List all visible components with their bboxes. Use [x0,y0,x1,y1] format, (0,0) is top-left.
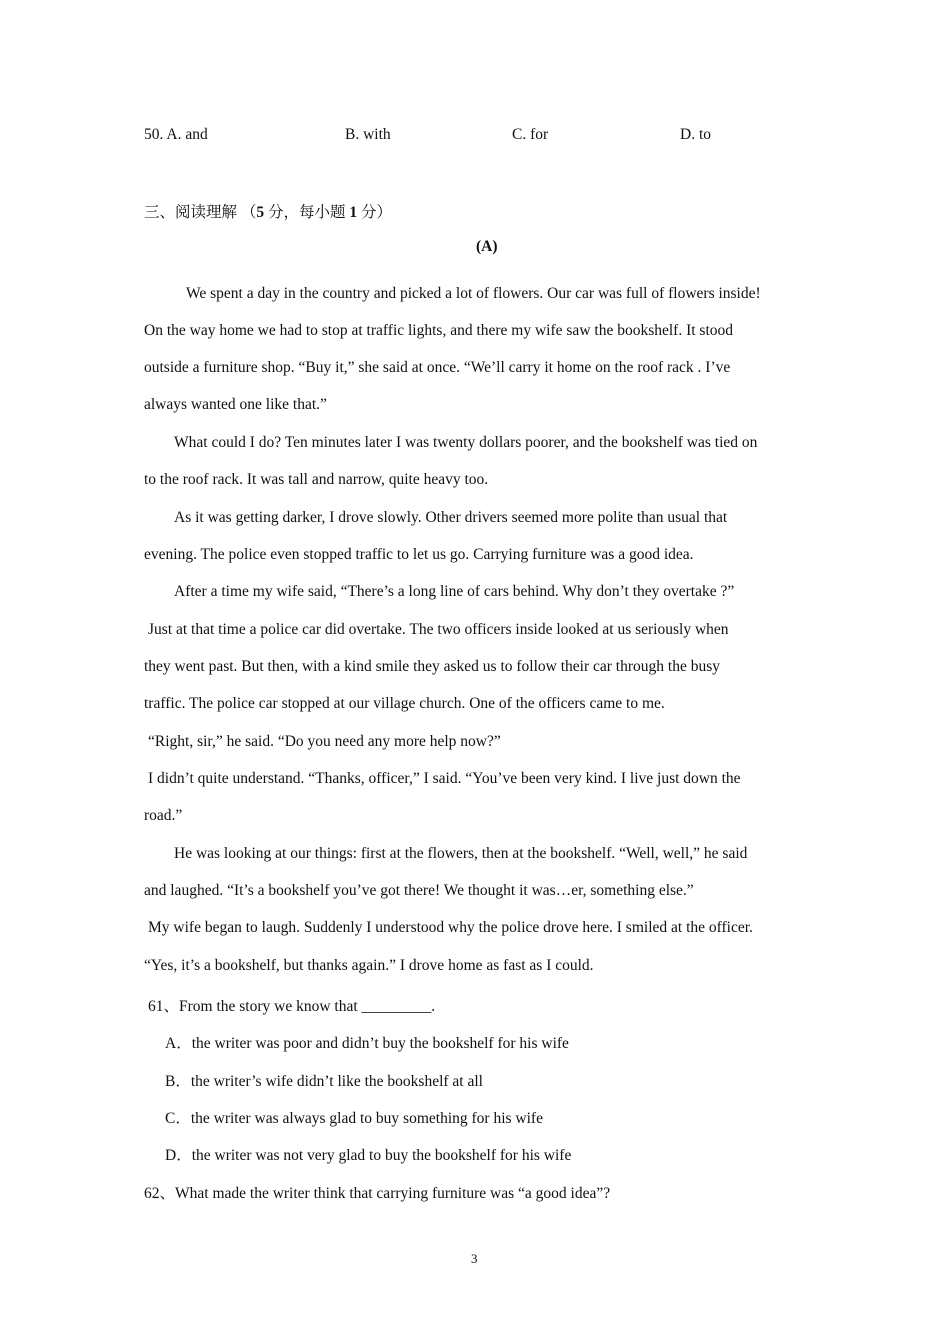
passage-line: “Yes, it’s a bookshelf, but thanks again.” I drove home as fast as I could. [144,957,594,974]
passage-line: I didn’t quite understand. “Thanks, officer,” I said. “You’ve been very kind. I live just down the [148,770,741,787]
q50-option-c: C. for [512,126,549,143]
passage-line: road.” [144,807,183,824]
passage-line: traffic. The police car stopped at our village church. One of the officers came to me. [144,695,665,712]
passage-line: and laughed. “It’s a bookshelf you’ve got there! We thought it was…er, something else.” [144,882,694,899]
q61-option-a: A．the writer was poor and didn’t buy the bookshelf for his wife [165,1035,569,1052]
passage-line: After a time my wife said, “There’s a long line of cars behind. Why don’t they overtake ?” [174,583,735,600]
q50-option-b: B. with [345,126,391,143]
q50-option-a: 50. A. and [144,126,208,143]
section-prefix: 三、阅读理解 （ [144,204,257,221]
page-number: 3 [471,1251,478,1266]
section-suffix: 分） [357,204,393,221]
section-each-score: 1 [349,204,358,221]
section-heading [144,200,392,222]
section-mid: 分，每小题 [264,204,350,221]
q62-stem: 62、What made the writer think that carrying furniture was “a good idea”? [144,1185,611,1202]
passage-line: We spent a day in the country and picked a lot of flowers. Our car was full of flowers inside! [186,285,761,302]
passage-line: What could I do? Ten minutes later I was twenty dollars poorer, and the bookshelf was tied on [174,434,758,451]
passage-line: On the way home we had to stop at traffic lights, and there my wife saw the bookshelf. It stood [144,322,734,339]
passage-line: He was looking at our things: first at the flowers, then at the bookshelf. “Well, well,” he said [174,845,748,862]
passage-line: Just at that time a police car did overtake. The two officers inside looked at us seriously when [148,621,729,638]
q61-option-b: B．the writer’s wife didn’t like the bookshelf at all [165,1073,483,1090]
passage-line: they went past. But then, with a kind smile they asked us to follow their car through the busy [144,658,720,675]
passage-line: outside a furniture shop. “Buy it,” she said at once. “We’ll carry it home on the roof rack . I’ve [144,359,731,376]
passage-title: (A) [476,238,498,255]
passage-line: evening. The police even stopped traffic to let us go. Carrying furniture was a good idea. [144,546,694,563]
passage-line: As it was getting darker, I drove slowly. Other drivers seemed more polite than usual that [174,509,728,526]
passage-line: always wanted one like that.” [144,396,327,413]
q50-option-d: D. to [680,126,711,143]
q61-option-c: C．the writer was always glad to buy something for his wife [165,1110,543,1127]
passage-line: to the roof rack. It was tall and narrow, quite heavy too. [144,471,489,488]
passage-line: “Right, sir,” he said. “Do you need any more help now?” [148,733,501,750]
q61-stem: 61、From the story we know that _________. [148,998,436,1015]
passage-line: My wife began to laugh. Suddenly I understood why the police drove here. I smiled at the officer. [148,919,753,936]
q61-option-d: D．the writer was not very glad to buy the bookshelf for his wife [165,1147,572,1164]
section-score: 5 [256,204,265,221]
